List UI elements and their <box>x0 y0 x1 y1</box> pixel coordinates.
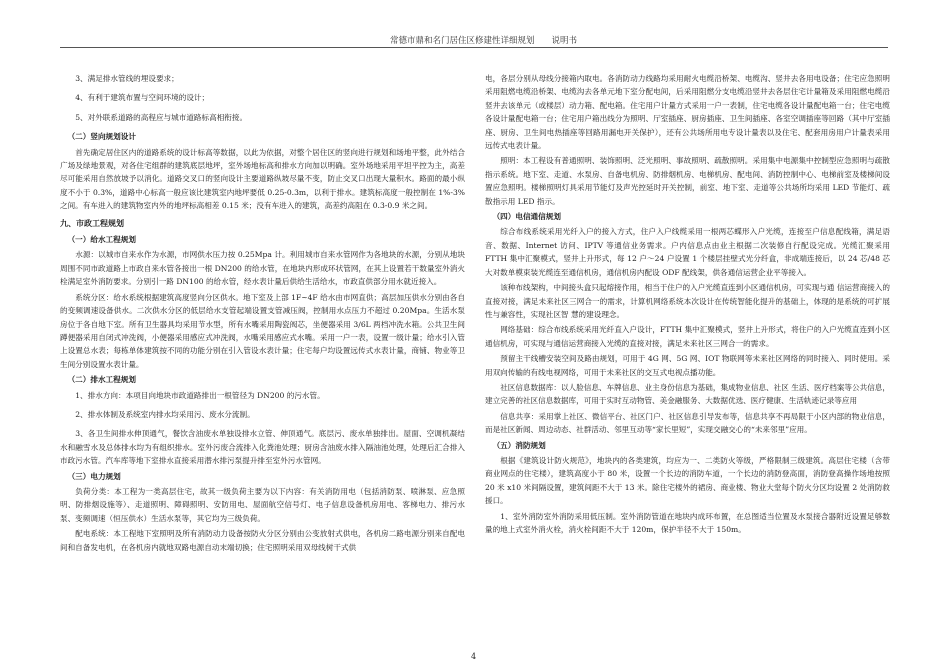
left-subsection-heading: （一）给水工程规划 <box>67 235 136 245</box>
left-paragraph: 3、各卫生间排水伸顶通气，餐饮含油废水单独设排水立管、伸顶通气。底层污、废水单独排出。屋面、空调机凝结水和融雪水及总体排水均为有组织排水。室外污废合流排入化粪池处理；厨房含油废水排入隔油池处理，处理后汇合排入市政污水管。汽车库等地下室排水直接采用潜水排污泵提升排至室外污水管网。 <box>60 429 465 466</box>
left-list-item: 3、满足排水管线的埋设要求； <box>75 74 179 83</box>
page-header: 常德市鼎和名门居住区修建性详细规划 说明书 <box>390 36 578 46</box>
left-section-heading: 九、市政工程规划 <box>60 217 124 228</box>
left-list-item: 5、对外联系道路的高程应与城市道路标高相衔接。 <box>75 112 248 122</box>
left-paragraph: 水源：以城市自来水作为水源，市网供水压力按 0.25Mpa 计。利用城市自来水管网作为各地块的水源，分别从地块周围不同市政道路上市政自来水管各接出一根 DN200 的给水管，在地块内形成环状管网，在其上设置若干数量室外消火栓满足室外消防要求。分别引一路 DN100 的给水管，经水表计量后供给生活给水，市政直供部分用水就近接入。 <box>60 250 465 287</box>
right-paragraph: 预留主干线槽安装空间及路由规划，可用于 4G 网、5G 网、IOT 物联网等未来社区网络的同时接入、同时使用。采用双向传输的有线电视网络，可用于未来社区的交互式电视点播功能。 <box>485 354 890 377</box>
right-paragraph: 电，各层分别从母线分接箱内取电。各消防动力线路均采用耐火电缆沿桥架、电缆沟、竖井去各用电设备；住宅应急照明采用阻燃电缆沿桥架、电缆沟去各单元地下室分配电间，后采用阻燃分支电缆沿竖井去各层住宅计量箱及采用阻燃电缆沿竖井去该单元（或楼层）动力箱、配电箱。住宅用户计量方式采用一户一表制，住宅电缆各设计量配电箱一台；住宅电缆各设计量配电箱一台；住宅用户箱出线分为照明、厅室插座、厨房插座、卫生间插座、各室空调插座等回路（其中厅室插座、厨房、卫生间电热插座等回路用漏电开关保护），还有公共场所用电专设计量表以及住宅、配套用房用户计量表采用远传式电表计量。 <box>485 74 890 151</box>
right-paragraph: 社区信息数据库：以人脸信息、车牌信息、业主身份信息为基础，集成物业信息、社区 生活、医疗档案等公共信息，建立完善的社区信息数据库，可用于实时互动物管、美金融服务、大数据优选、医疗健康、生活轨迹记录等应用 <box>485 382 890 406</box>
header-divider <box>60 47 888 48</box>
right-paragraph: 照明：本工程设有普通照明、装饰照明、泛光照明、事故照明、疏散照明。采用集中电源集中控制型应急照明与疏散指示系统。地下室、走道、水泵房、自备电机房、防排烟机房、电梯机房、配电间、消防控制中心、电梯前室及楼梯间设置应急照明。楼梯照明灯具采用节能灯及声光控延时开关控制，前室、地下室、走道等公共场所均采用 LED 节能灯、疏散指示用 LED 指示。 <box>485 156 890 206</box>
left-subsection-heading: （三）电力规划 <box>67 471 121 481</box>
right-subsection-heading: （五）消防规划 <box>492 440 546 450</box>
right-column <box>485 72 890 538</box>
left-subsection-heading: （二）竖向规划设计 <box>67 132 136 142</box>
right-paragraph: 1、室外消防室外消防采用低压制。室外消防管道在地块内成环布置，在总图适当位置及水泵接合器附近设置足够数量的地上式室外消火栓，消火栓间距不大于 120m，保护半径不大于 150m。 <box>485 511 890 534</box>
left-paragraph: 负荷分类：本工程为一类高层住宅，故其一级负荷主要为以下内容：有关消防用电（包括消防泵、喷淋泵、应急照明、防排烟设施等）、走道照明、障碍照明、安防用电、屋面航空信号灯、电子信息设备机房用电、客梯电力、排污水泵、变频调速（恒压供水）生活水泵等，其它均为三级负荷。 <box>60 486 465 523</box>
right-paragraph: 根据《建筑设计防火规范》，地块内的各类建筑，均应为一、二类防火等级，严格限制三级建筑。高层住宅楼（含带商业网点的住宅楼），建筑高度小于 80 米，设置一个长边的消防车道，一个长边的消防登高面，消防登高操作场地按照 20 米 x10 米间隔设置，建筑间距不大于 13 米。除住宅楼外的裙房、商业楼、物业大堂每个防火分区均设置 2 处消防救援口。 <box>485 455 890 506</box>
left-list-item: 4、有利于建筑布置与空间环境的设计； <box>75 93 210 103</box>
left-list-item: 1、排水方向：本项目向地块市政道路排出一根管径为 DN200 的污水管。 <box>75 390 325 400</box>
left-paragraph: 配电系统：本工程地下室照明及所有消防动力设备按防火分区分别由公变放射式供电，各机房二路电源分别来自配电间和自备发电机，在各机房内就地双路电源自动末端切换；住宅照明采用双母线树干式供 <box>60 529 465 552</box>
left-paragraph: 系统分区：给水系统根据建筑高度竖向分区供水。地下室及上部 1F~4F 给水由市网直供；高层加压供水分别由各自的变频调速设备供水。二次供水分区的低层给水支管起端设置支管减压阀，控制用水点压力不超过 0.20Mpa。生活水泵房位于各自地下室。所有卫生器具均采用节水型，所有水嘴采用陶瓷阀芯，坐便器采用 3/6L 两档冲洗水箱。公共卫生间蹲便器采用自闭式冲洗阀，小便器采用感应式冲洗阀，水嘴采用感应式水嘴。采用一户一表，设置一级计量；给水引入管上设置总水表；每栋单体建筑按不同的功能分别在引入管设水表计量；住宅每户均设置远传式水表计量，商铺、物业等卫生间分别设置水表计量。 <box>60 292 465 369</box>
left-paragraph: 首先确定居住区内的道路系统的设计标高等数据，以此为依据，对整个居住区的竖向进行规划和场地平整，此外结合广场及绿地景观，对各住宅组群的建筑底层地坪，室外场地标高和排水方向加以明确。室外场地采用平坦平控为主，高差尽可能采用自然放坡予以消化。道路交叉口的竖向设计主要道路纵坡尽量不变，防止交叉口出现大量积水。路面的最小纵度不小于 0.3%，道路中心标高一般应该比建筑室内地坪要低 0.25-0.3m，以利于排水。建筑标高度一般控制在 1%-3%之间。有车进入的建筑物室内外的地坪标高相差 0.15 米；没有车进入的建筑，高差约高阻在 0.3-0.9 米之间。 <box>60 147 465 211</box>
right-subsection-heading: （四）电信通信规划 <box>492 212 561 222</box>
left-list-item: 2、排水体制及系统室内排水均采用污、废水分流制。 <box>75 409 255 419</box>
page-number: 4 <box>471 652 477 661</box>
right-paragraph: 该种布线架构，中间接头盒只起熔接作用，相当于住户的入户光缆直连到小区通信机房，可实现与通 信运营商接入的直接对接，满足未来社区三网合一的需求，计算机网络系统本次设计在传统智能化提升的基础上，体现的是系统的可扩展性与兼容性，实现社区智 慧的建设理念。 <box>485 283 890 319</box>
left-subsection-heading: （二）排水工程规划 <box>67 375 136 385</box>
left-column <box>60 72 465 556</box>
right-paragraph: 综合布线系统采用光纤入户的接入方式，住户入户线缆采用一根两芯蝶形入户光缆，连接至户信息配线箱，满足语音、数据、Internet 访问、IPTV 等通信业务需求。户内信息点由业主根据二次装修自行配设完成。光缆汇聚采用 FTTH 集中汇聚模式，竖井上升形式，每 12 户～24 户设置 1 个楼层挂壁式光分纤盒，非成端连接后，以 24 芯/48 芯大对数单模束装光缆连至通信机房，通信机房内配设 ODF 配线架，供各通信运营企业平等接入。 <box>485 227 890 277</box>
right-paragraph: 网络基础：综合布线系统采用光纤直入户设计，FTTH 集中汇聚模式，竖井上升形式，将住户的入户光缆直连到小区通信机房，可实现与通信运营商接入光缆的直接对接，满足未来社区三网合一的需求。 <box>485 325 890 348</box>
right-paragraph: 信息共享：采用掌上社区、微信平台、社区门户、社区信息引导发布等，信息共享不再局限于小区内部的物业信息，而是社区新闻、周边动态、社群活动、邻里互动等“家长里短”，实现交融交心的“未来邻里”应用。 <box>485 411 890 435</box>
